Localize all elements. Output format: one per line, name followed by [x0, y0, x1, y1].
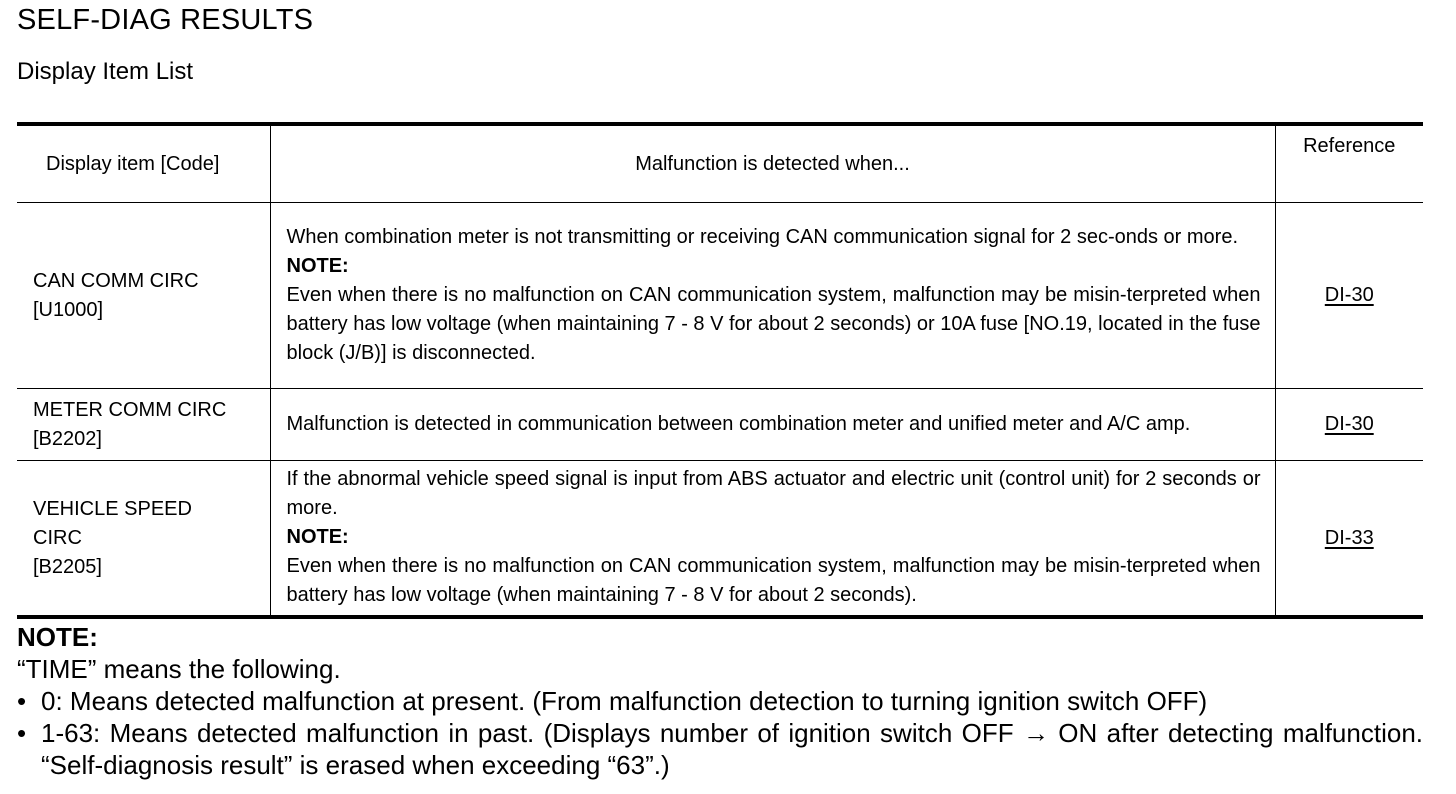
display-item-cell — [17, 203, 270, 389]
table-row-meter-comm-circ — [17, 389, 1423, 461]
display-item-name-cont: CIRC — [33, 526, 82, 549]
footer-note-title: NOTE: — [17, 622, 98, 652]
malfunction-condition-cell — [270, 461, 1275, 618]
display-item-cell — [17, 389, 270, 461]
malfunction-condition-cell — [270, 203, 1275, 389]
reference-link-di-30[interactable]: DI-30 — [1324, 284, 1374, 306]
note-text: Even when there is no malfunction on CAN communication system, malfunction may be misin-terpreted when battery has low voltage (when maintaining 7 - 8 V for about 2 seconds). — [286, 555, 1261, 606]
footer-bullet-text: 0: Means detected malfunction at present. (From malfunction detection to turning ignition switch OFF) — [41, 686, 1208, 716]
reference-cell — [1275, 461, 1423, 618]
footer-note-intro: “TIME” means the following. — [17, 654, 341, 684]
table-row-can-comm-circ — [17, 203, 1423, 389]
display-item-name: VEHICLE SPEED — [33, 497, 192, 520]
note-label: NOTE: — [286, 526, 349, 548]
column-header-reference: Reference — [1275, 124, 1423, 203]
reference-cell — [1275, 203, 1423, 389]
footer-bullet-item — [17, 685, 1423, 717]
footer-bullet-item — [17, 717, 1423, 781]
page-title: SELF-DIAG RESULTS — [17, 4, 314, 36]
section-subtitle: Display Item List — [17, 58, 194, 85]
footer-note — [17, 621, 1423, 781]
reference-link-di-30[interactable]: DI-30 — [1324, 413, 1374, 435]
display-item-code: [B2205] — [33, 555, 102, 578]
table-header-row — [17, 124, 1423, 203]
column-header-display-item: Display item [Code] — [17, 124, 270, 203]
reference-cell — [1275, 389, 1423, 461]
table-row-vehicle-speed-circ — [17, 461, 1423, 618]
reference-link-di-33[interactable]: DI-33 — [1324, 526, 1374, 549]
display-item-name: CAN COMM CIRC — [33, 269, 199, 292]
column-header-malfunction: Malfunction is detected when... — [270, 124, 1275, 203]
display-item-cell — [17, 461, 270, 618]
display-item-name: METER COMM CIRC — [33, 398, 227, 421]
note-label: NOTE: — [286, 254, 349, 277]
malfunction-condition-cell — [270, 389, 1275, 461]
malfunction-description: When combination meter is not transmitting or receiving CAN communication signal for 2 sec-onds or more. — [286, 225, 1239, 248]
bullet-icon: • — [17, 718, 27, 748]
malfunction-description: Malfunction is detected in communication between combination meter and unified meter and A/C amp. — [286, 412, 1191, 435]
bullet-icon: • — [17, 686, 27, 716]
footer-bullet-text: 1-63: Means detected malfunction in past. (Displays number of ignition switch OFF → ON after detecting malfunction. “Self-diagnosis result” is erased when exceeding “63”.) — [41, 718, 1423, 780]
display-item-code: [B2202] — [33, 427, 102, 450]
display-item-code: [U1000] — [33, 298, 104, 321]
note-text: Even when there is no malfunction on CAN communication system, malfunction may be misin-terpreted when battery has low voltage (when maintaining 7 - 8 V for about 2 seconds) or 10A fuse [NO.19, located in the fuse block (J/B)] is disconnected. — [286, 283, 1261, 364]
display-item-table — [17, 122, 1423, 619]
malfunction-description: If the abnormal vehicle speed signal is input from ABS actuator and electric unit (control unit) for 2 seconds or more. — [286, 468, 1261, 519]
